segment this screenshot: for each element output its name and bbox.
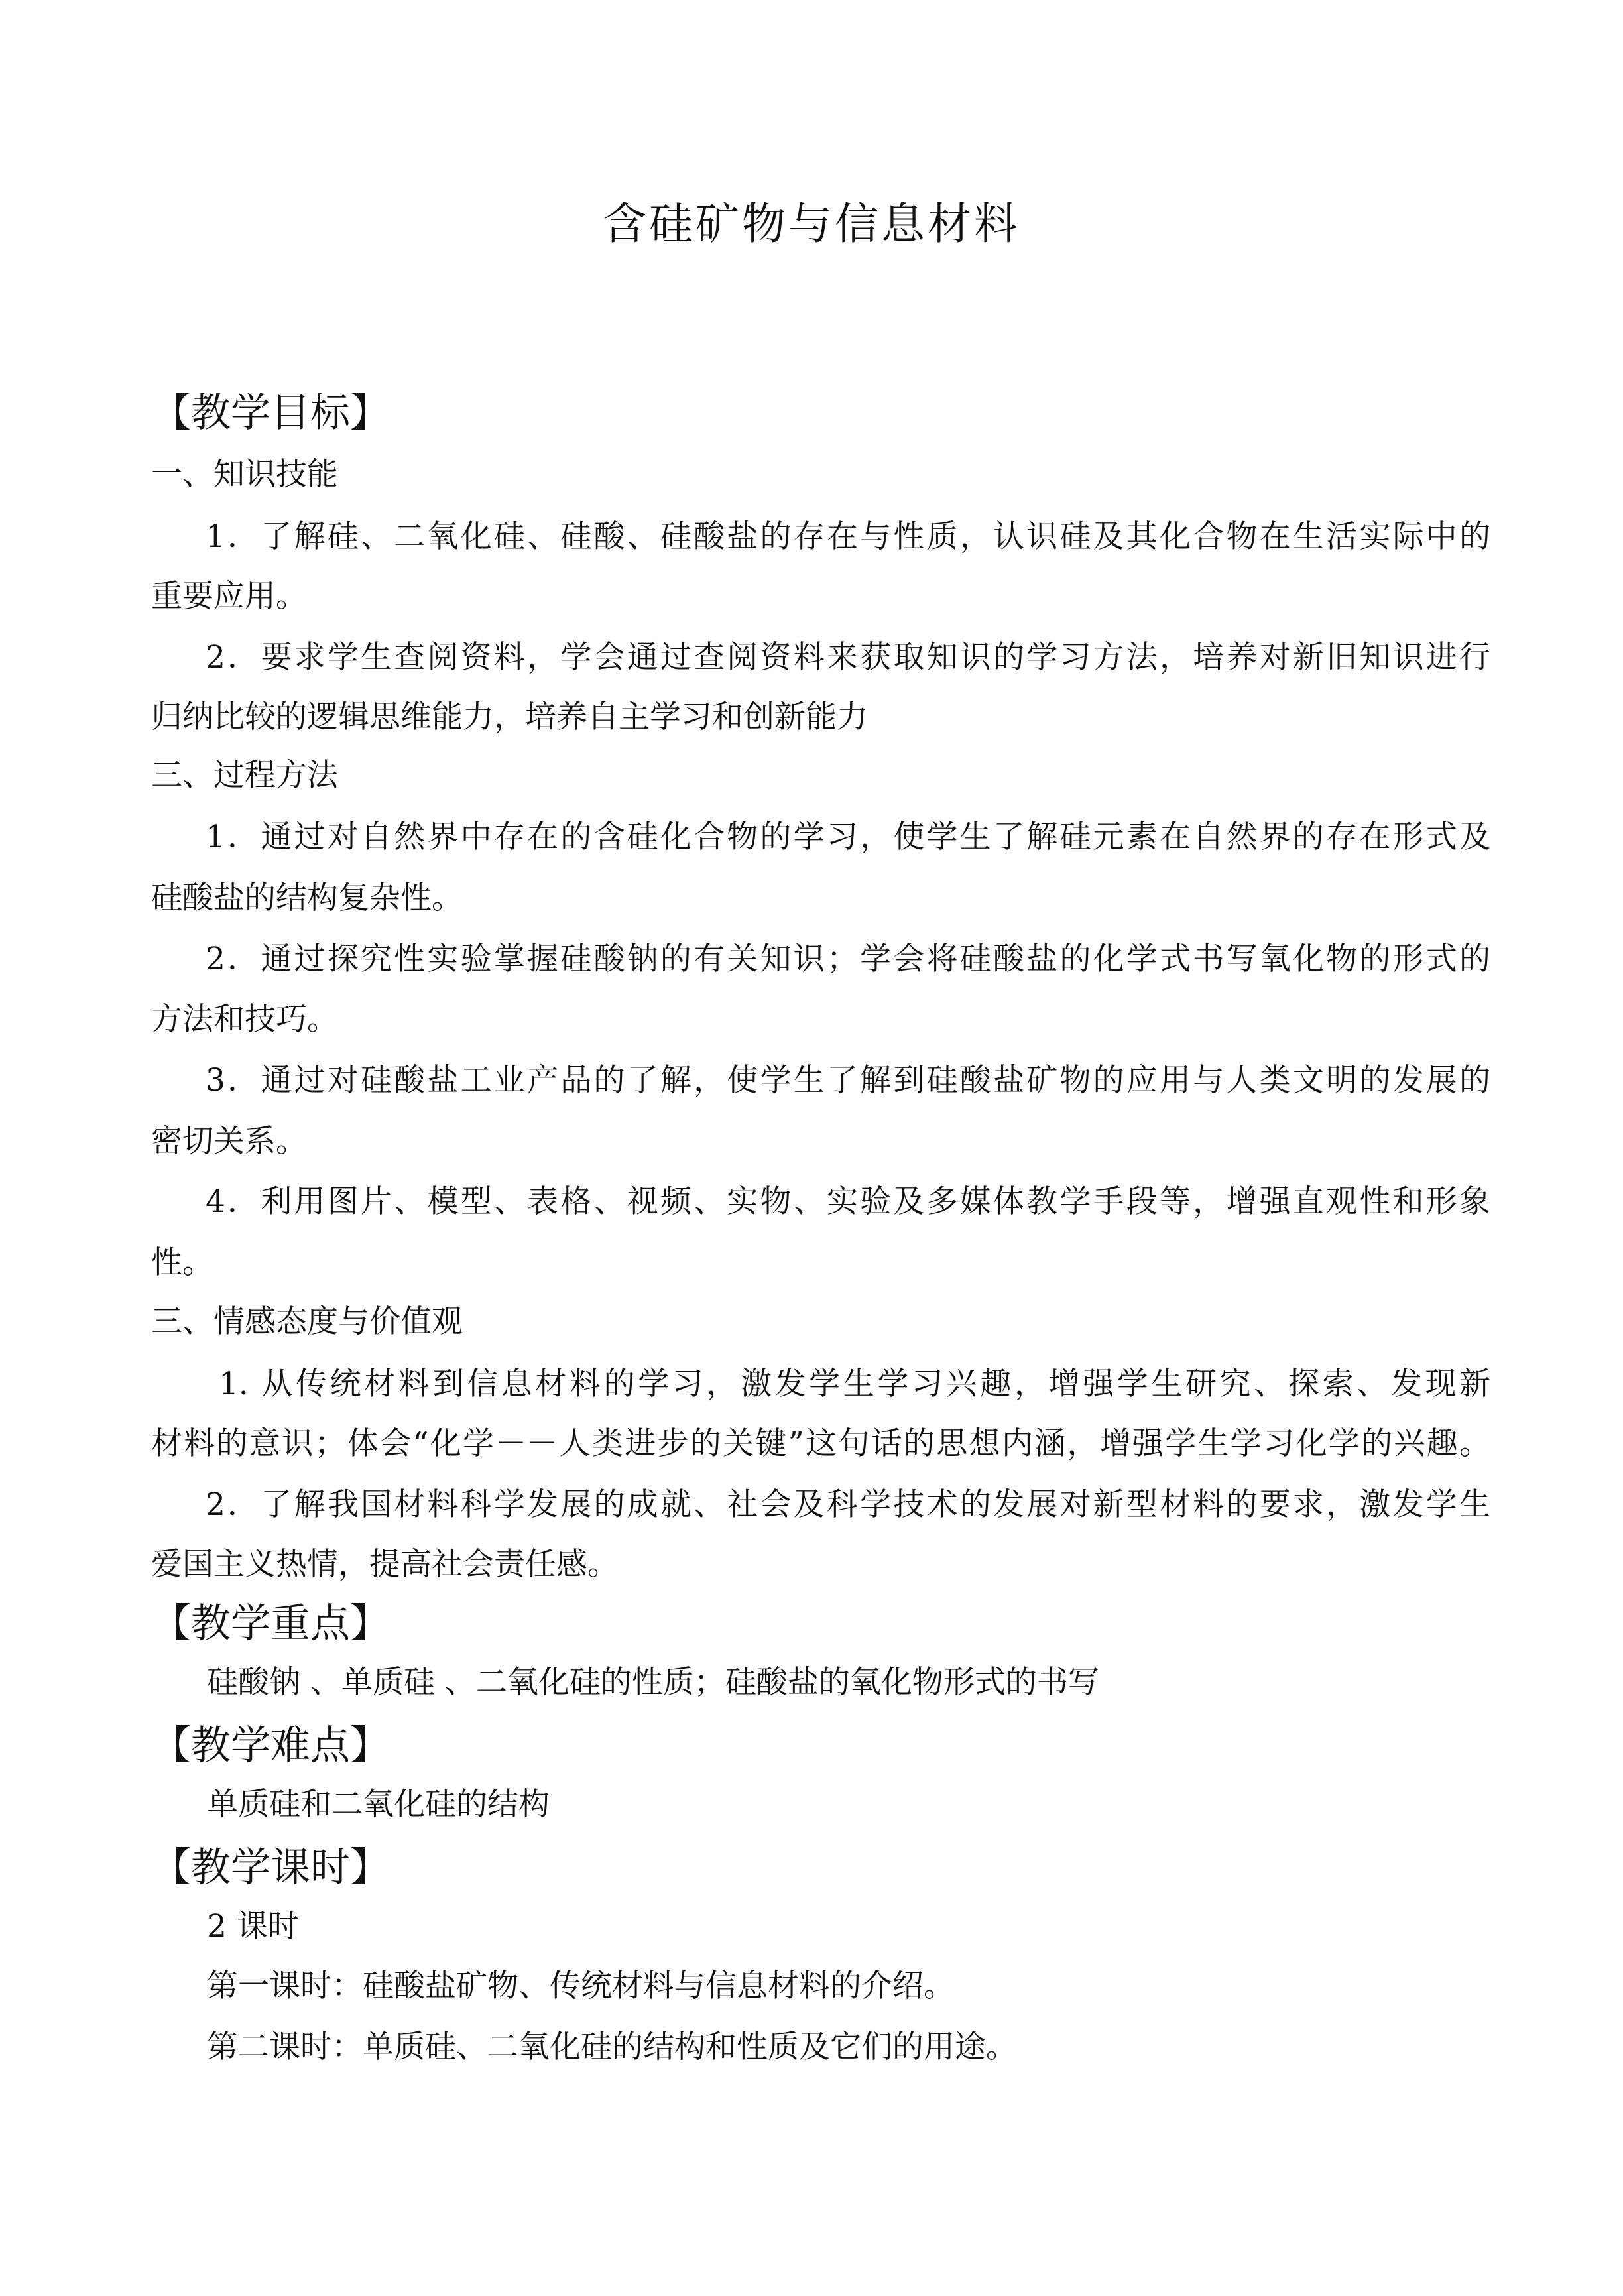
knowledge-item2-line1: 2．要求学生查阅资料，学会通过查阅资料来获取知识的学习方法，培养对新旧知识进行 [206,639,1490,676]
hours-second: 第二课时：单质硅、二氧化硅的结构和性质及它们的用途。 [207,2029,1017,2065]
hours-total: 2 课时 [207,1908,299,1945]
attitude-item2-line2: 爱国主义热情，提高社会责任感。 [151,1546,619,1583]
knowledge-item1-line2: 重要应用。 [151,578,307,615]
key-points-text: 硅酸钠 、单质硅 、二氧化硅的性质；硅酸盐的氧化物形式的书写 [207,1664,1099,1701]
process-item4-line1: 4．利用图片、模型、表格、视频、实物、实验及多媒体教学手段等，增强直观性和形象 [206,1183,1490,1220]
hours-first: 第一课时：硅酸盐矿物、传统材料与信息材料的介绍。 [207,1968,955,2004]
process-heading: 三、过程方法 [151,757,338,794]
difficulties-text: 单质硅和二氧化硅的结构 [207,1786,550,1823]
attitude-item1-line1: 1. 从传统材料到信息材料的学习，激发学生学习兴趣，增强学生研究、探索、发现新 [219,1366,1490,1402]
attitude-item1-line2: 材料的意识；体会“化学－－人类进步的关键”这句话的思想内涵，增强学生学习化学的兴趣。 [151,1425,1490,1462]
process-item3-line1: 3．通过对硅酸盐工业产品的了解，使学生了解到硅酸盐矿物的应用与人类文明的发展的 [206,1062,1490,1099]
knowledge-heading: 一、知识技能 [151,456,338,493]
knowledge-item1-line1: 1．了解硅、二氧化硅、硅酸、硅酸盐的存在与性质，认识硅及其化合物在生活实际中的 [206,518,1490,555]
process-item2-line2: 方法和技巧。 [151,1001,338,1038]
attitude-heading: 三、情感态度与价值观 [151,1303,463,1340]
process-item4-line2: 性。 [151,1244,213,1281]
process-item2-line1: 2．通过探究性实验掌握硅酸钠的有关知识；学会将硅酸盐的化学式书写氧化物的形式的 [206,941,1490,977]
objectives-heading: 【教学目标】 [151,390,390,436]
page-title: 含硅矿物与信息材料 [603,198,1020,249]
difficulties-heading: 【教学难点】 [151,1722,390,1769]
process-item3-line2: 密切关系。 [151,1123,307,1160]
process-item1-line1: 1．通过对自然界中存在的含硅化合物的学习，使学生了解硅元素在自然界的存在形式及 [206,819,1490,855]
key-points-heading: 【教学重点】 [151,1601,390,1647]
knowledge-item2-line2: 归纳比较的逻辑思维能力，培养自主学习和创新能力 [151,699,868,735]
attitude-item2-line1: 2．了解我国材料科学发展的成就、社会及科学技术的发展对新型材料的要求，激发学生 [206,1486,1490,1523]
hours-heading: 【教学课时】 [151,1844,390,1891]
process-item1-line2: 硅酸盐的结构复杂性。 [151,880,463,916]
